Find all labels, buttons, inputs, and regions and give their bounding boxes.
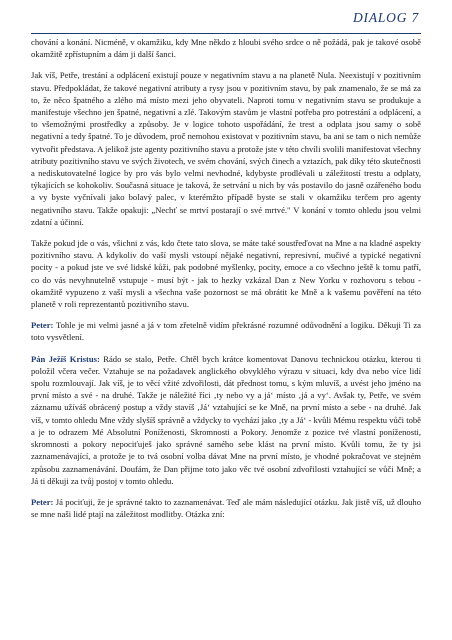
- dialog-paragraph: [31, 353, 421, 487]
- speaker-label: Pán Ježíš Kristus:: [31, 353, 100, 364]
- paragraph-text: Tohle je mi velmi jasné a já v tom zřetelně vidím překrásné rozumné odůvodnění a logiku. Děkuji Ti za toto vysvětlení.: [31, 320, 421, 343]
- paragraph: [31, 36, 421, 60]
- dialog-paragraph: [31, 319, 421, 343]
- paragraph-text: Takže pokud jde o vás, všichni z vás, kdo čtete tato slova, se máte také soustřeďovat na Mne a na kladné aspekty pozitivního stavu. A kdykoliv do vaší mysli vstoupí nějaké negativní, represivní, mučivé a typické negativní pocity - a pokud jste ve své lidské kůži, pak podobné myšlenky, pocity, emoce a co všechno ještě k tomu patří, co do vás nevyhnutelně vstupuje - musí být - jak to hezky vzkázal Dan z New Yorku v rozhovoru s tebou - okamžitě vypuzeno z vaší mysli a všechna vaše pozornost se má obrátit ke Mně a k vašemu pověření na této planetě v roli reprezentantů pozitivního stavu.: [31, 238, 421, 310]
- speaker-label: Peter:: [31, 320, 54, 331]
- paragraph-text: Rádo se stalo, Petře. Chtěl bych krátce komentovat Danovu technickou otázku, kterou ti položil včera večer. Vztahuje se na požadavek anglického obvyklého výrazu v situaci, kdy dva nebo více lidí spolu rozmlouvají. Jak víš, je to věcí vžité zdvořilosti, dát přednost tomu, s kým mluvíš, a uvést jeho jméno na první místo a své - na druhé. Takže je náležité říci ‚ty nebo vy a já‘ místo ‚já a vy‘. Avšak ty, Petře, ve svém záznamu užíváš obrácený postup a vždy stavíš ‚Já‘ vztahující se ke Mně, na první místo a sebe - na druhé. Jak víš, v tomto ohledu Mne vždy slyšíš správně a vždycky to vychází jako ‚ty a Já‘ - kvůli Mému respektu vůči tobě a je to odrazem Mé Absolutní Poníženosti, Skromnosti a Pokory. Jenomže z pozice tvé vlastní poníženosti, skromnosti a pokory nepociťuješ jako správné samého sebe klást na první místo. Kvůli tomu, že ty jsi zaznamenávající, a protože je to tvá osobní volba dávat Mne na první místo, je vhodné pokračovat ve stejném způsobu zaznamenávání. Doufám, že Dan přijme toto jako věc tvé osobní zdvořilosti vztahující se vůči Mně; a Já ti děkuji za tvůj postoj v tomto ohledu.: [31, 353, 421, 486]
- page-header: [31, 9, 421, 34]
- document-body: [31, 36, 421, 520]
- paragraph-text: Já pociťuji, že je správné takto to zaznamenávat. Teď ale mám následující otázku. Jak jistě víš, už dlouho se mne naši lidé ptají na záležitost modlitby. Otázka zní:: [31, 496, 422, 520]
- paragraph-text: chování a konání. Nicméně, v okamžiku, kdy Mne někdo z hloubi svého srdce o ně požádá, pak je takové osobě okamžitě zpřístupním a dám ji další šanci.: [31, 37, 421, 60]
- speaker-label: Peter:: [31, 496, 54, 507]
- paragraph-text: Jak víš, Petře, trestání a odplácení existují pouze v negativním stavu a na planetě Nula. Neexistují v pozitivním stavu. Předpokládat, že takové negativní atributy a rysy jsou v pozitivním stavu, by pak znamenalo, že se má za to, že něco špatného a zlého má místo mezi jeho obyvateli. Naproti tomu v negativním stavu se produkuje a manifestuje všechno jen špatné, negativní a zlé. Takovým stavům je vlastní potřeba pro potrestání a odplácení, a to všemožnými prostředky a způsoby. Je v logice tohoto uspořádání, že trest a odplata jsou samy o sobě negativní a tedy špatné. To je důvodem, proč nemohou existovat v pozitivním stavu, ba ani se tam o nich nemůže vytvořit představa. A jelikož jste agenty pozitivního stavu a protože jste v této chvíli svolili manifestovat všechny atributy pozitivního stavu ve svých životech, ve svém chování, svých činech a vztazích, pak díky této skutečnosti a nediskutovatelné logice by pro vás bylo velmi nevhodné, kdybyste prodlévali u záležitostí trestu a odplaty, týkajících se kohokoliv. Současná situace je taková, že setrvání u nich by vás postavilo do jasně ozářeného bodu a vy byste vyčnívali jako bolavý palec, v kterémžto případě byste se stali v okamžiku terčem pro agenty negativního stavu. Takže opakuji: „Nechť se mrtví postarají o své mrtvé." V konání v tomto ohledu jsou velmi zdatní a účinní.: [31, 70, 421, 227]
- paragraph: [31, 237, 421, 310]
- dialog-paragraph: [31, 496, 421, 520]
- paragraph: [31, 69, 421, 228]
- header-title: DIALOG 7: [352, 10, 419, 25]
- document-page: [31, 9, 421, 529]
